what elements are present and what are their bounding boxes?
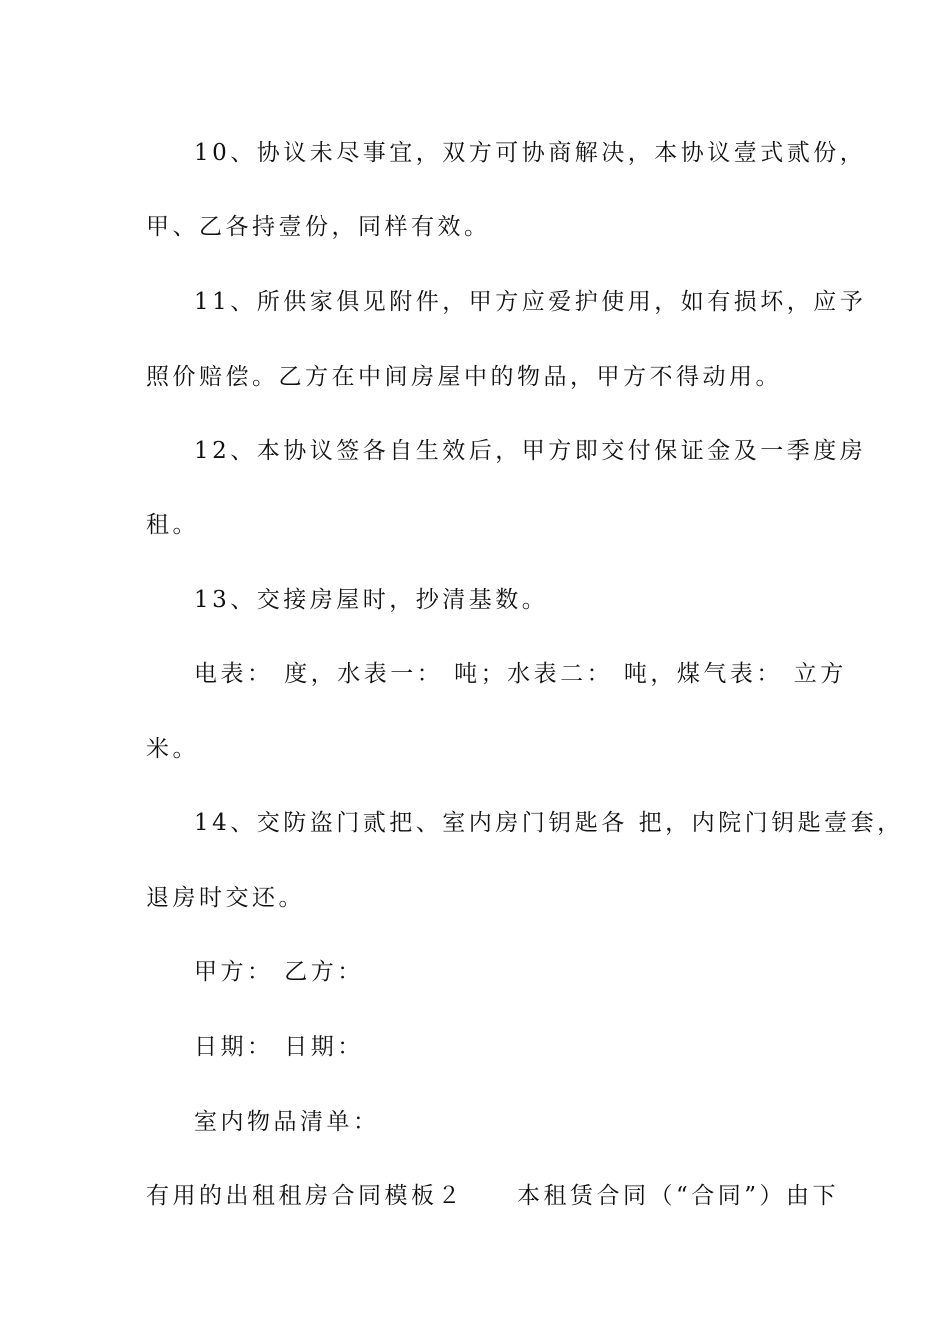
clause-10-line-2: 甲、乙各持壹份，同样有效。 xyxy=(146,214,491,240)
signature-parties: 甲方： 乙方： xyxy=(194,959,364,985)
clause-11-line-1: 11、所供家俱见附件，甲方应爱护使用，如有损坏，应予 xyxy=(194,289,867,315)
clause-12-line-2: 租。 xyxy=(146,512,199,538)
meter-readings-line-1: 电表： 度，水表一： 吨；水表二： 吨，煤气表： 立方 xyxy=(194,661,847,687)
clause-12-line-1: 12、本协议签各自生效后，甲方即交付保证金及一季度房 xyxy=(194,438,867,464)
clause-13-line-1: 13、交接房屋时，抄清基数。 xyxy=(194,587,549,613)
next-contract-intro: 有用的出租租房合同模板２ 本租赁合同（“合同”）由下 xyxy=(146,1183,840,1209)
clause-10-line-1: 10、协议未尽事宜，双方可协商解决，本协议壹式贰份， xyxy=(194,140,867,166)
inventory-list-heading: 室内物品清单： xyxy=(194,1109,380,1135)
clause-11-line-2: 照价赔偿。乙方在中间房屋中的物品，甲方不得动用。 xyxy=(146,364,782,390)
signature-dates: 日期： 日期： xyxy=(194,1034,364,1060)
clause-14-line-2: 退房时交还。 xyxy=(146,885,305,911)
meter-readings-line-2: 米。 xyxy=(146,736,199,762)
clause-14-line-1: 14、交防盗门贰把、室内房门钥匙各 把，内院门钥匙壹套， xyxy=(194,810,904,836)
